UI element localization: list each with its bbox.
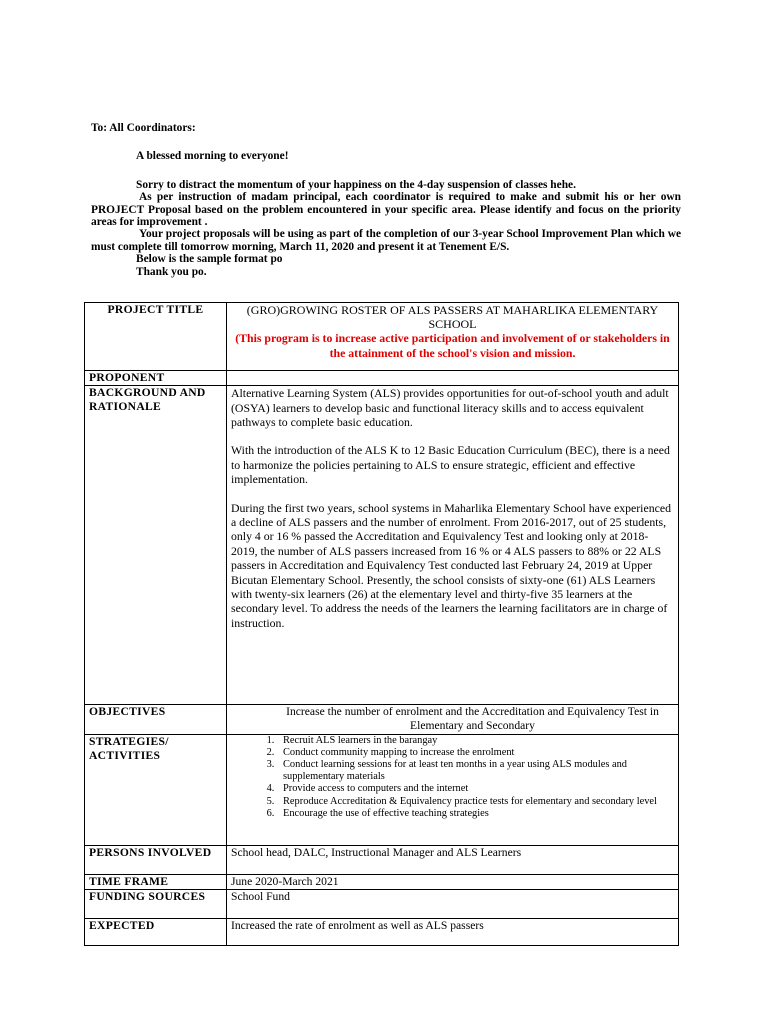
background-paragraph-1: Alternative Learning System (ALS) provides opportunities for out-of-school youth and adult (OSYA) learners to develop basic and functional literacy skills and to access equivalent pathways to complete basic education.	[231, 386, 669, 430]
memo-proposals-paragraph: Your project proposals will be using as part of the completion of our 3-year School Improvement Plan which we must complete till tomorrow morning, March 11, 2020 and present it at Tenement E/S.	[91, 228, 681, 253]
project-proposal-table	[84, 302, 679, 946]
project-title-text: (GRO)GROWING ROSTER OF ALS PASSERS AT MAHARLIKA ELEMENTARY SCHOOL	[246, 303, 659, 332]
memo-block	[91, 122, 681, 278]
label-strategies: STRATEGIES/ ACTIVITIES	[85, 734, 227, 845]
strategy-item: 1. Recruit ALS learners in the barangay	[277, 735, 674, 747]
row-background	[85, 386, 679, 705]
label-background: BACKGROUND AND RATIONALE	[85, 386, 227, 705]
row-persons	[85, 845, 679, 874]
row-expected	[85, 918, 679, 945]
row-project-title	[85, 303, 679, 371]
label-project-title: PROJECT TITLE	[85, 303, 227, 371]
strategy-item: 2. Conduct community mapping to increase the enrolment	[277, 747, 674, 759]
background-paragraph-2: With the introduction of the ALS K to 12 Basic Education Curriculum (BEC), there is a need to harmonize the policies pertaining to ALS to ensure strategic, efficient and effective implementation.	[231, 443, 670, 487]
label-expected: EXPECTED	[85, 918, 227, 945]
label-funding: FUNDING SOURCES	[85, 889, 227, 918]
cell-objectives: Increase the number of enrolment and the Accreditation and Equivalency Test in Elementary and Secondary	[227, 705, 679, 734]
memo-thanks-line: Thank you po.	[136, 265, 207, 278]
memo-sample-line: Below is the sample format po	[136, 253, 283, 266]
row-proponent	[85, 371, 679, 386]
strategy-item: 6. Encourage the use of effective teaching strategies	[277, 808, 674, 820]
cell-background	[227, 386, 679, 705]
strategies-list	[231, 735, 674, 820]
cell-expected: Increased the rate of enrolment as well as ALS passers	[227, 918, 679, 945]
strategy-item: 3. Conduct learning sessions for at least ten months in a year using ALS modules and supplementary materials	[277, 759, 674, 783]
background-paragraph-3: During the first two years, school systems in Maharlika Elementary School have experienced a decline of ALS passers and the number of enrolment. From 2016-2017, out of 25 students, only 4 or 16 % passed the Accreditation and Equivalency Test and looking only at 2018-2019, the number of ALS passers increased from 16 % or 4 ALS passers to 88% or 22 ALS passers in Accreditation and Equivalency Test conducted last February 24, 2019 at Upper Bicutan Elementary School. Presently, the school consists of sixty-one (61) ALS Learners with twenty-six learners (26) at the elementary level and thirty-five 35 learners at the secondary level. To address the needs of the learners the learning facilitators are in charge of instruction.	[231, 500, 671, 630]
label-proponent: PROPONENT	[85, 371, 227, 386]
cell-timeframe: June 2020-March 2021	[227, 874, 679, 889]
memo-recipient: To: All Coordinators:	[91, 122, 196, 134]
memo-greeting: A blessed morning to everyone!	[136, 150, 289, 163]
label-objectives: OBJECTIVES	[85, 705, 227, 734]
strategy-item: 4. Provide access to computers and the internet	[277, 783, 674, 795]
cell-project-title	[227, 303, 679, 371]
cell-proponent	[227, 371, 679, 386]
memo-instruction-paragraph: As per instruction of madam principal, each coordinator is required to make and submit his or her own PROJECT Proposal based on the problem encountered in your specific area. Please identify and focus on the priority areas for improvement .	[91, 191, 681, 229]
row-funding	[85, 889, 679, 918]
cell-funding: School Fund	[227, 889, 679, 918]
row-objectives	[85, 705, 679, 734]
cell-strategies	[227, 734, 679, 845]
label-timeframe: TIME FRAME	[85, 874, 227, 889]
project-title-note: (This program is to increase active participation and involvement of or stakeholders in the attainment of the school's vision and mission.	[235, 331, 670, 360]
row-timeframe	[85, 874, 679, 889]
memo-apology-line: Sorry to distract the momentum of your happiness on the 4-day suspension of classes hehe.	[136, 178, 576, 191]
strategy-item: 5. Reproduce Accreditation & Equivalency practice tests for elementary and secondary level	[277, 796, 674, 808]
cell-persons: School head, DALC, Instructional Manager and ALS Learners	[227, 845, 679, 874]
row-strategies	[85, 734, 679, 845]
label-persons: PERSONS INVOLVED	[85, 845, 227, 874]
